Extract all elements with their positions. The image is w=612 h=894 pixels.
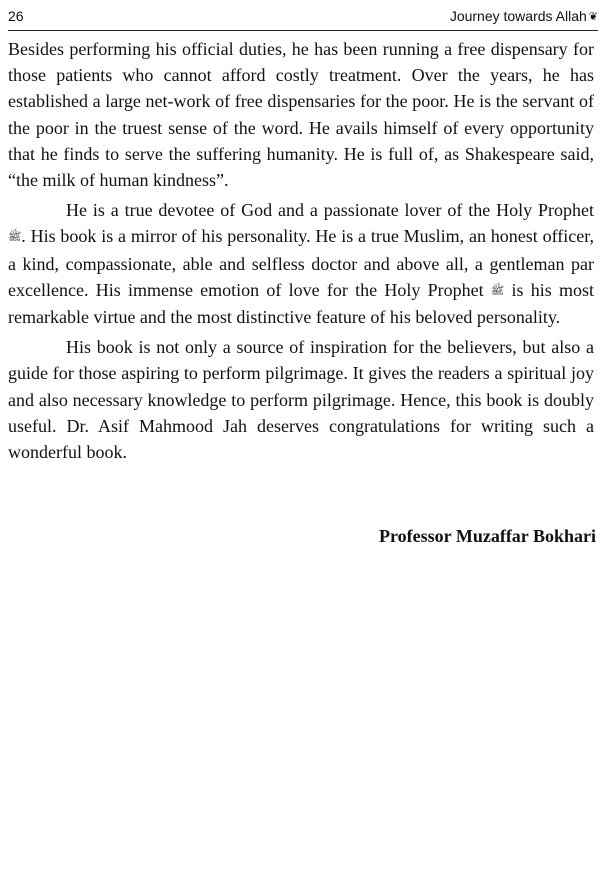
paragraph-1: Besides performing his official duties, he has been running a free dispensary for those patients who cannot afford costly treatment. Over the years, he has established a large net-work of free dispensaries for the poor. He is the servant of the poor in the truest sense of the word. He avails himself of every opportunity that he finds to serve the suffering humanity. He is full of, as Shakespeare said, “the milk of human kindness”. [8,39,594,191]
paragraph-2-part-3: is his most remarkable virtue and the most distinctive feature of his beloved personality. [8,279,594,328]
paragraph-2-part-2: . His book is a mirror of his personality. He is a true Muslim, an honest officer, a kind, compassionate, able and selfless doctor and above all, a gentleman par excellence. His immense emotion of love for the Holy Prophet [8,226,594,300]
paragraph-2-part-1: He is a true devotee of God and a passionate lover of the Holy Prophet [66,200,594,221]
paragraph-2 [8,197,594,330]
paragraph-3: His book is not only a source of inspiration for the believers, but also a guide for those aspiring to perform pilgrimage. It gives the readers a spiritual joy and also necessary knowledge to perform pilgrimage. Hence, this book is doubly useful. Dr. Asif Mahmood Jah deserves congratulations for writing such a wonderful book. [8,337,594,463]
honorific-glyph: ﷺ [490,284,505,297]
ornament-icon: ❦ [588,11,598,23]
running-title [450,8,598,24]
running-title-text: Journey towards Allah [449,8,587,24]
honorific-glyph: ﷺ [8,231,22,244]
page-number: 26 [8,8,24,24]
body-text [8,36,594,469]
page-header [8,6,598,31]
author-signature: Professor Muzaffar Bokhari [379,526,596,546]
